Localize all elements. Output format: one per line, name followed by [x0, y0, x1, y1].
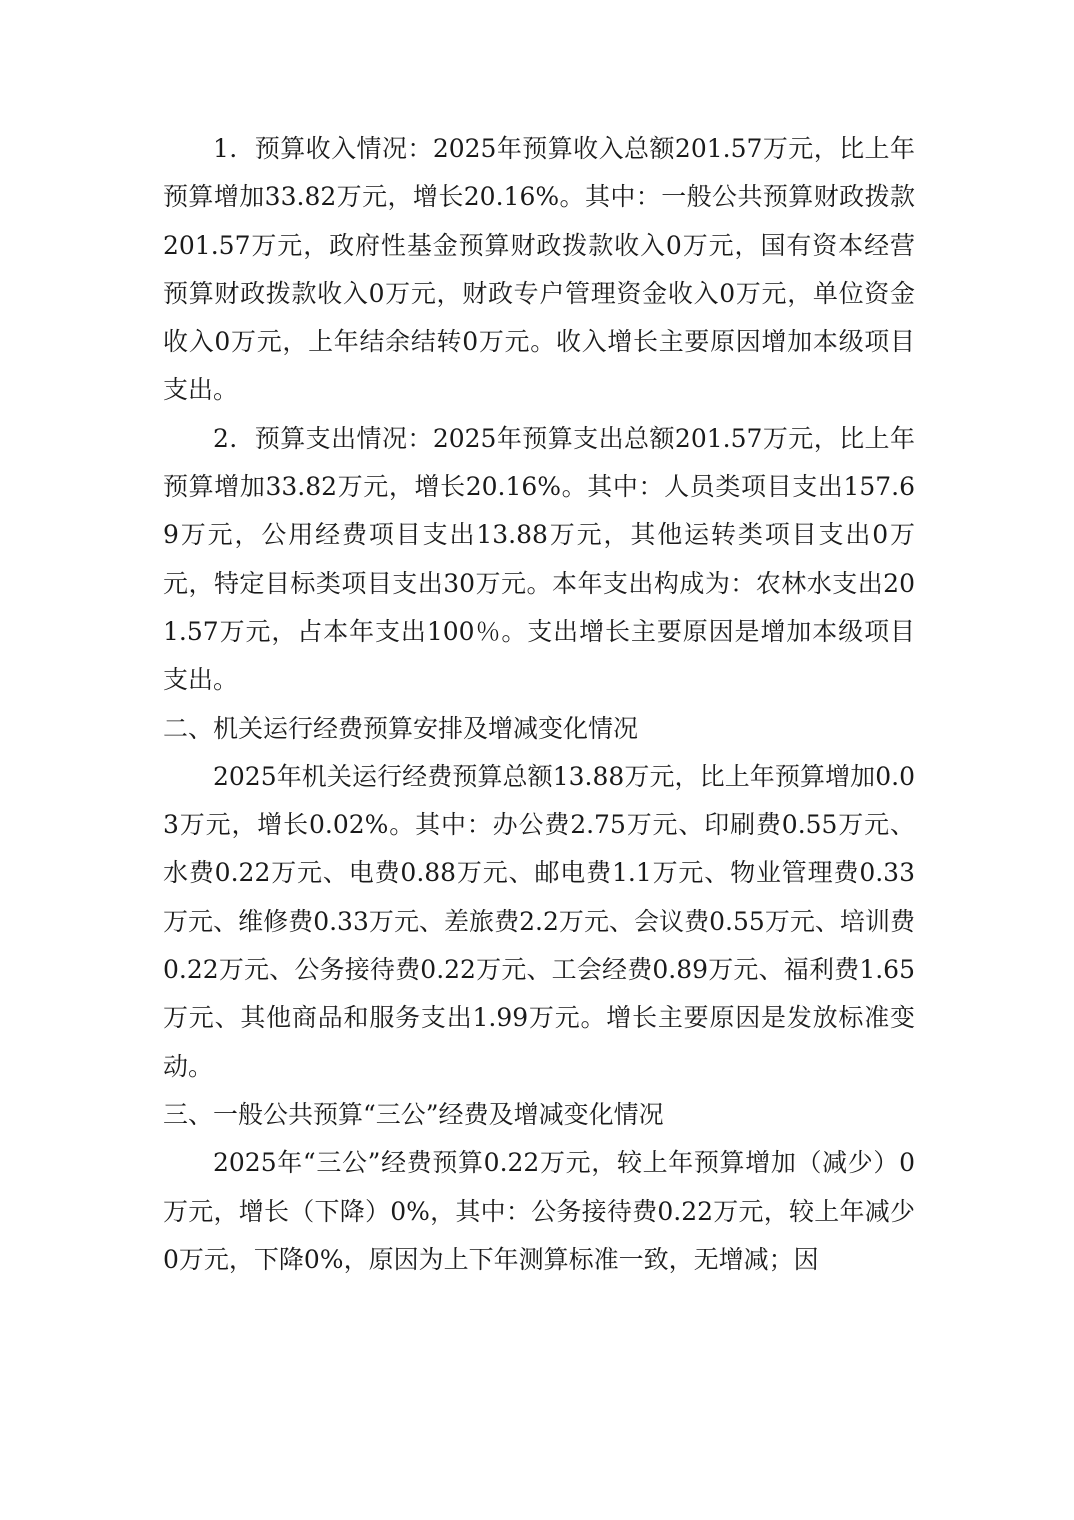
paragraph-budget-expenditure: 2．预算支出情况：2025年预算支出总额201.57万元，比上年预算增加33.82万元，增长20.16%。其中：人员类项目支出157.69万元，公用经费项目支出13.88万元，其他运转类项目支出0万元，特定目标类项目支出30万元。本年支出构成为：农林水支出201.57万元，占本年支出100％。支出增长主要原因是增加本级项目支出。: [163, 423, 915, 695]
section-heading-three-public-expenses: 三、一般公共预算“三公”经费及增减变化情况: [163, 1099, 664, 1129]
paragraph-three-public-expenses: 2025年“三公”经费预算0.22万元，较上年预算增加（减少）0万元，增长（下降）0%，其中：公务接待费0.22万元，较上年减少0万元，下降0%，原因为上下年测算标准一致，无增减；因: [163, 1148, 915, 1274]
section-heading-operating-expenses: 二、机关运行经费预算安排及增减变化情况: [163, 713, 639, 743]
document-body: [163, 125, 915, 1284]
paragraph-budget-income: 1．预算收入情况：2025年预算收入总额201.57万元，比上年预算增加33.82万元，增长20.16%。其中：一般公共预算财政拨款201.57万元，政府性基金预算财政拨款收入0万元，国有资本经营预算财政拨款收入0万元，财政专户管理资金收入0万元，单位资金收入0万元，上年结余结转0万元。收入增长主要原因增加本级项目支出。: [163, 134, 915, 405]
paragraph-operating-expenses: 2025年机关运行经费预算总额13.88万元，比上年预算增加0.03万元，增长0.02%。其中：办公费2.75万元、印刷费0.55万元、水费0.22万元、电费0.88万元、邮电费1.1万元、物业管理费0.33万元、维修费0.33万元、差旅费2.2万元、会议费0.55万元、培训费0.22万元、公务接待费0.22万元、工会经费0.89万元、福利费1.65万元、其他商品和服务支出1.99万元。增长主要原因是发放标准变动。: [163, 761, 915, 1081]
